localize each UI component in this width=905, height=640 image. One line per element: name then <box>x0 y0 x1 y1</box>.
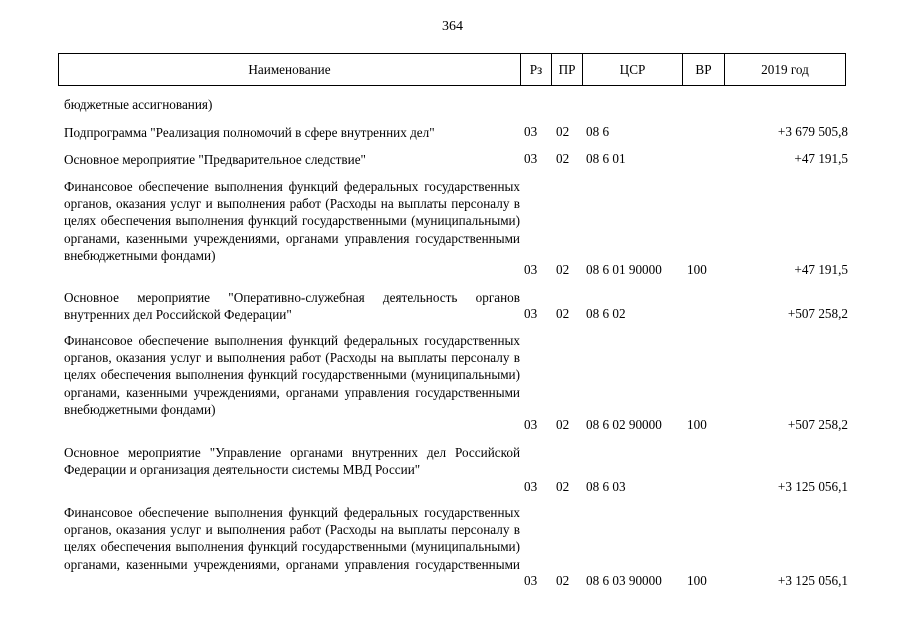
row-name: Основное мероприятие "Предварительное следствие" <box>64 152 366 167</box>
row-rz: 03 <box>524 417 538 432</box>
row-vr: 100 <box>687 573 707 588</box>
row-pr: 02 <box>556 306 570 321</box>
col-header-pr: ПР <box>552 54 583 85</box>
row-rz: 03 <box>524 479 538 494</box>
row-name: Основное мероприятие "Управление органами внутренних дел Российской Федерации и организация деятельности системы МВД России" <box>64 445 520 478</box>
row-amount: +47 191,5 <box>794 151 848 166</box>
row-rz: 03 <box>524 124 538 139</box>
row-pr: 02 <box>556 151 570 166</box>
row-csr: 08 6 01 <box>586 151 626 166</box>
row-vr: 100 <box>687 262 707 277</box>
row-name: бюджетные ассигнования) <box>64 97 213 112</box>
col-header-year: 2019 год <box>761 62 809 77</box>
row-vr: 100 <box>687 417 707 432</box>
row-pr: 02 <box>556 262 570 277</box>
row-amount: +507 258,2 <box>787 417 848 432</box>
col-header-name: Наименование <box>59 54 521 85</box>
col-header-csr: ЦСР <box>583 54 683 85</box>
row-amount: +3 679 505,8 <box>777 124 848 139</box>
row-rz: 03 <box>524 573 538 588</box>
row-amount: +3 125 056,1 <box>777 573 848 588</box>
table-header <box>58 53 846 86</box>
row-name: Подпрограмма "Реализация полномочий в сфере внутренних дел" <box>64 125 435 140</box>
row-csr: 08 6 03 90000 <box>586 573 662 588</box>
row-csr: 08 6 02 90000 <box>586 417 662 432</box>
row-csr: 08 6 <box>586 124 610 139</box>
row-rz: 03 <box>524 151 538 166</box>
col-header-rz: Рз <box>521 54 552 85</box>
row-pr: 02 <box>556 124 570 139</box>
row-csr: 08 6 01 90000 <box>586 262 662 277</box>
row-rz: 03 <box>524 306 538 321</box>
row-name: Основное мероприятие "Оперативно-служебная деятельность органов внутренних дел Российской Федерации" <box>64 290 520 323</box>
row-csr: 08 6 03 <box>586 479 626 494</box>
row-csr: 08 6 02 <box>586 306 626 321</box>
row-amount: +507 258,2 <box>787 306 848 321</box>
row-name: Финансовое обеспечение выполнения функций федеральных государственных органов, оказания услуг и выполнения работ (Расходы на выплаты персоналу в целях обеспечения выполнения функций государственными (муниципальными) органами, казенными учреждениями, органами управления государственными <box>64 505 520 572</box>
row-rz: 03 <box>524 262 538 277</box>
row-pr: 02 <box>556 479 570 494</box>
row-amount: +47 191,5 <box>794 262 848 277</box>
row-name: Финансовое обеспечение выполнения функций федеральных государственных органов, оказания услуг и выполнения работ (Расходы на выплаты персоналу в целях обеспечения выполнения функций государственными (муниципальными) органами, казенными учреждениями, органами управления государственными внебюджетными фондами) <box>64 179 520 263</box>
row-pr: 02 <box>556 417 570 432</box>
row-amount: +3 125 056,1 <box>777 479 848 494</box>
col-header-vr: ВР <box>683 54 725 85</box>
row-name: Финансовое обеспечение выполнения функций федеральных государственных органов, оказания услуг и выполнения работ (Расходы на выплаты персоналу в целях обеспечения выполнения функций государственными (муниципальными) органами, казенными учреждениями, органами управления государственными внебюджетными фондами) <box>64 333 520 417</box>
page-number: 364 <box>442 19 463 34</box>
row-pr: 02 <box>556 573 570 588</box>
